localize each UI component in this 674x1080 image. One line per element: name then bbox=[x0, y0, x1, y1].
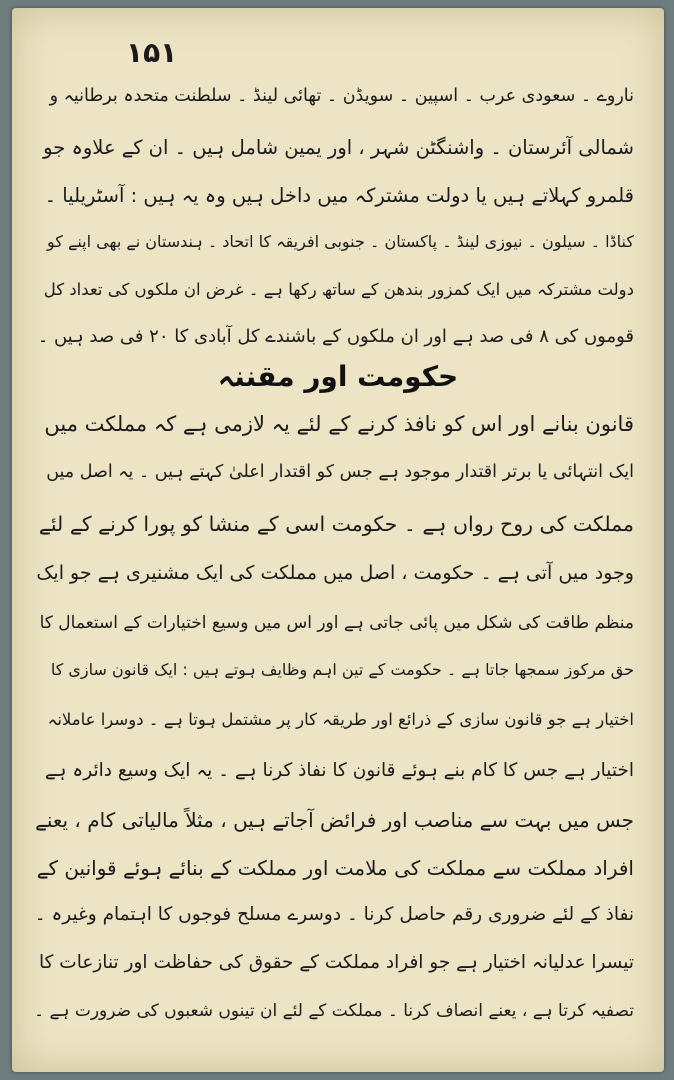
text-line-7: قانون بنانے اور اس کو نافذ کرنے کے لئے یہ لازمی ہے کہ مملکت میں bbox=[44, 412, 634, 436]
text-line-5: دولت مشترکہ میں ایک کمزور بندھن کے ساتھ رکھا ہے ۔ غرض ان ملکوں کی تعداد کل bbox=[43, 280, 634, 299]
text-line-12: حق مرکوز سمجھا جاتا ہے ۔ حکومت کے تین اہم وظایف ہوتے ہیں : ایک قانون سازی کا bbox=[50, 660, 634, 679]
text-line-4: کناڈا ۔ سیلون ۔ نیوزی لینڈ ۔ پاکستان ۔ جنوبی افریقہ کا اتحاد ۔ ہندستان نے بھی اپنے کو bbox=[46, 232, 634, 251]
text-line-1: ناروے ۔ سعودی عرب ۔ اسپین ۔ سویڈن ۔ تھائی لینڈ ۔ سلطنت متحدہ برطانیہ و bbox=[49, 86, 634, 106]
text-line-14: اختیار ہے جس کا کام بنے ہوئے قانون کا نفاذ کرنا ہے ۔ یہ ایک وسیع دائرہ ہے bbox=[44, 760, 634, 781]
section-heading: حکومت اور مقننہ bbox=[217, 360, 459, 393]
text-line-19: تصفیہ کرتا ہے ، یعنے انصاف کرنا ۔ مملکت کے لئے ان تینوں شعبوں کی ضرورت ہے ۔ bbox=[34, 1001, 634, 1021]
text-line-13: اختیار ہے جو قانون سازی کے ذرائع اور طریقہ کار پر مشتمل ہوتا ہے ۔ دوسرا عاملانہ bbox=[47, 710, 634, 729]
text-line-2: شمالی آئرستان ۔ واشنگٹن شہر ، اور یمین شامل ہیں ۔ ان کے علاوہ جو bbox=[43, 136, 634, 159]
text-line-16: افراد مملکت سے مملکت کی ملامت اور مملکت کے بنائے ہوئے قوانین کے bbox=[36, 856, 634, 880]
text-line-15: جس میں بہت سے مناصب اور فرائض آجاتے ہیں ، مثلاً مالیاتی کام ، یعنے bbox=[35, 808, 634, 832]
page-number: ۱۵۱ bbox=[126, 36, 178, 69]
text-line-10: وجود میں آتی ہے ۔ حکومت ، اصل میں مملکت کی ایک مشنیری ہے جو ایک bbox=[36, 562, 634, 584]
book-page bbox=[12, 8, 664, 1072]
text-line-17: نفاذ کے لئے ضروری رقم حاصل کرنا ۔ دوسرے مسلح فوجوں کا اہتمام وغیرہ ۔ bbox=[34, 904, 634, 925]
text-line-9: مملکت کی روح رواں ہے ۔ حکومت اسی کے منشا کو پورا کرنے کے لئے bbox=[38, 512, 634, 536]
text-line-6: قوموں کی ۸ فی صد ہے اور ان ملکوں کے باشندے کل آبادی کا ۲۰ فی صد ہیں ۔ bbox=[37, 326, 634, 347]
text-line-11: منظم طاقت کی شکل میں پائی جاتی ہے اور اس میں وسیع اختیارات کے استعمال کا bbox=[39, 613, 634, 633]
text-line-18: تیسرا عدلیانہ اختیار ہے جو افراد مملکت کے حقوق کی حفاظت اور تنازعات کا bbox=[38, 952, 634, 973]
text-line-8: ایک انتہائی یا برتر اقتدار موجود ہے جس کو اقتدار اعلیٰ کہتے ہیں ۔ یہ اصل میں bbox=[46, 462, 634, 482]
text-line-3: قلمرو کہلاتے ہیں یا دولت مشترکہ میں داخل ہیں وہ یہ ہیں : آسٹریلیا ۔ bbox=[44, 184, 634, 207]
